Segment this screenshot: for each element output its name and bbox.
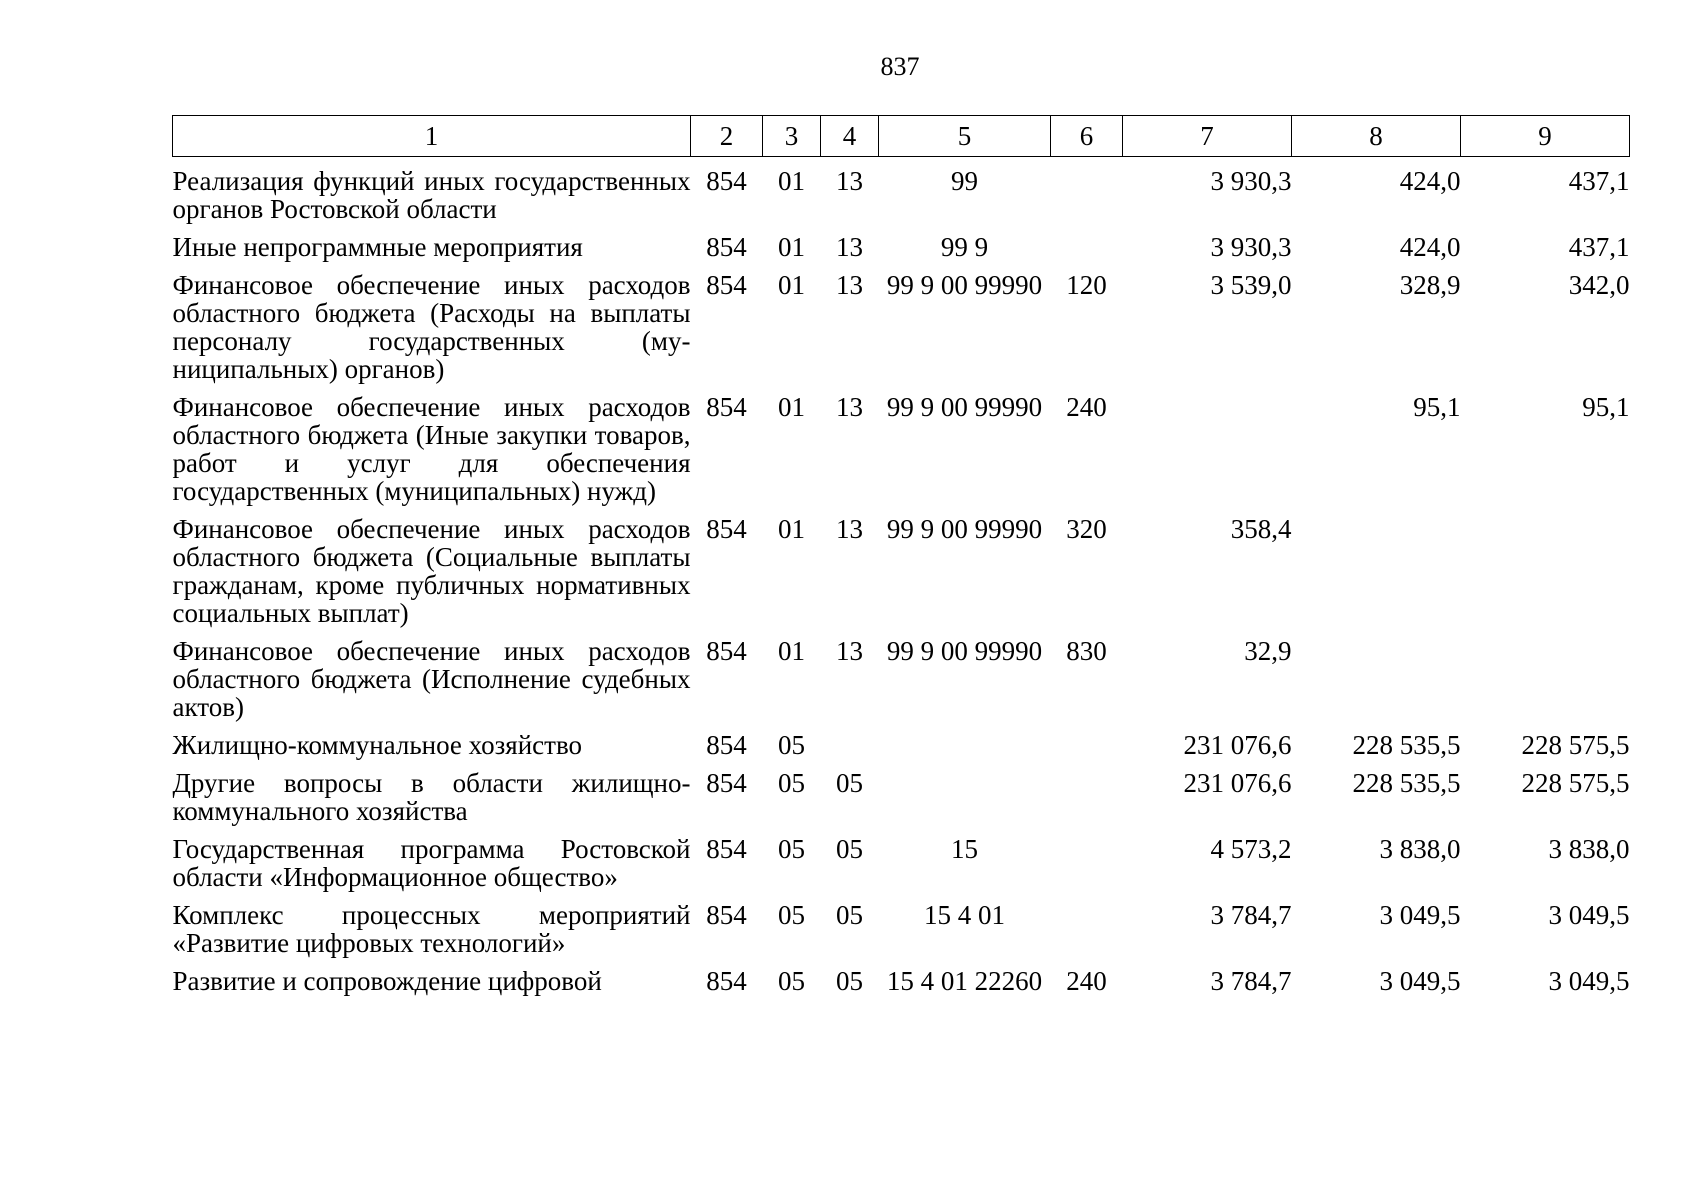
table-row <box>173 891 1630 957</box>
row-name: Иные непрограммные мероприятия <box>172 232 583 262</box>
row-code-target: 15 <box>951 834 978 864</box>
row-amount-3 <box>1461 627 1630 721</box>
column-header: 4 <box>821 116 879 157</box>
row-amount-2: 3 049,5 <box>1379 900 1461 930</box>
budget-table <box>172 115 1630 995</box>
row-code-admin: 854 <box>706 636 747 666</box>
column-header: 9 <box>1461 116 1630 157</box>
table-body <box>173 157 1630 996</box>
row-amount-2: 228 535,5 <box>1352 768 1461 798</box>
row-amount-1: 3 784,7 <box>1210 900 1292 930</box>
row-amount-2: 424,0 <box>1399 166 1461 196</box>
row-code-section: 05 <box>778 900 805 930</box>
row-code-target: 99 9 00 99990 <box>886 636 1043 666</box>
row-code-admin: 854 <box>706 834 747 864</box>
column-header: 5 <box>879 116 1051 157</box>
row-code-admin: 854 <box>706 768 747 798</box>
row-code-target: 99 9 00 99990 <box>886 514 1043 544</box>
column-header: 7 <box>1123 116 1292 157</box>
row-amount-1: 3 930,3 <box>1210 166 1292 196</box>
row-name: Финансовое обеспечение иных расходов областного бюджета (Расходы на выплаты персоналу государственных (муниципальных) органов) <box>172 270 691 384</box>
row-amount-2: 3 049,5 <box>1379 966 1461 996</box>
row-amount-3: 3 838,0 <box>1548 834 1630 864</box>
row-code-section: 05 <box>778 730 805 760</box>
row-code-subsection: 05 <box>836 768 863 798</box>
row-amount-2: 228 535,5 <box>1352 730 1461 760</box>
row-amount-2: 95,1 <box>1413 392 1461 422</box>
row-name: Жилищно-коммунальное хозяйство <box>172 730 583 760</box>
row-code-subsection: 05 <box>836 966 863 996</box>
row-code-expense-type: 240 <box>1066 392 1107 422</box>
table-row <box>173 505 1630 627</box>
row-amount-3: 342,0 <box>1568 270 1630 300</box>
page-number: 837 <box>880 52 920 81</box>
row-code-admin: 854 <box>706 392 747 422</box>
row-code-admin: 854 <box>706 166 747 196</box>
column-header: 2 <box>691 116 763 157</box>
row-amount-3: 437,1 <box>1568 232 1630 262</box>
row-amount-2: 3 838,0 <box>1379 834 1461 864</box>
row-code-expense-type: 240 <box>1066 966 1107 996</box>
row-code-target: 99 9 00 99990 <box>886 270 1043 300</box>
row-code-target <box>879 721 1051 759</box>
row-amount-2: 328,9 <box>1399 270 1461 300</box>
table-row <box>173 721 1630 759</box>
row-code-section: 01 <box>778 166 805 196</box>
row-name: Государственная программа Ростовской области «Информационное общество» <box>172 834 691 892</box>
column-header: 8 <box>1292 116 1461 157</box>
header-row <box>173 116 1630 157</box>
row-code-subsection: 13 <box>836 270 863 300</box>
table-row <box>173 223 1630 261</box>
row-code-expense-type: 120 <box>1066 270 1107 300</box>
row-code-section: 01 <box>778 636 805 666</box>
row-code-target: 99 9 <box>940 232 989 262</box>
row-code-subsection: 13 <box>836 514 863 544</box>
column-header: 1 <box>173 116 691 157</box>
row-amount-1: 358,4 <box>1230 514 1292 544</box>
row-code-subsection: 13 <box>836 166 863 196</box>
row-code-section: 05 <box>778 834 805 864</box>
table-row <box>173 383 1630 505</box>
table-row <box>173 957 1630 995</box>
row-code-expense-type: 320 <box>1066 514 1107 544</box>
row-amount-2 <box>1292 627 1461 721</box>
row-code-admin: 854 <box>706 232 747 262</box>
row-amount-3: 228 575,5 <box>1521 768 1630 798</box>
row-amount-1: 4 573,2 <box>1210 834 1292 864</box>
row-amount-2: 424,0 <box>1399 232 1461 262</box>
row-name: Финансовое обеспечение иных расходов областного бюджета (Иные закупки товаров, работ и услуг для обеспечения государственных (муниципальных) нужд) <box>172 392 691 506</box>
row-amount-1 <box>1123 383 1292 505</box>
row-amount-3: 3 049,5 <box>1548 966 1630 996</box>
row-code-target: 99 <box>951 166 978 196</box>
row-amount-2 <box>1292 505 1461 627</box>
row-code-expense-type <box>1051 223 1123 261</box>
row-amount-1: 231 076,6 <box>1183 768 1292 798</box>
row-code-admin: 854 <box>706 900 747 930</box>
row-code-target <box>879 759 1051 825</box>
row-amount-1: 3 784,7 <box>1210 966 1292 996</box>
row-code-expense-type <box>1051 759 1123 825</box>
row-code-subsection: 05 <box>836 834 863 864</box>
row-code-subsection: 13 <box>836 636 863 666</box>
row-code-target: 15 4 01 22260 <box>886 966 1043 996</box>
row-amount-1: 32,9 <box>1244 636 1292 666</box>
table-row <box>173 157 1630 224</box>
row-name: Финансовое обеспечение иных расходов областного бюджета (Исполнение судебных актов) <box>172 636 691 722</box>
row-code-admin: 854 <box>706 966 747 996</box>
row-code-section: 05 <box>778 768 805 798</box>
row-code-section: 01 <box>778 514 805 544</box>
row-code-target: 99 9 00 99990 <box>886 392 1043 422</box>
row-code-subsection: 13 <box>836 232 863 262</box>
table-row <box>173 261 1630 383</box>
row-amount-3 <box>1461 505 1630 627</box>
row-code-target: 15 4 01 <box>924 900 1005 930</box>
row-amount-3: 95,1 <box>1582 392 1630 422</box>
row-code-admin: 854 <box>706 514 747 544</box>
column-header: 6 <box>1051 116 1123 157</box>
row-name: Финансовое обеспечение иных расходов областного бюджета (Социальные выплаты гражданам, кроме публичных нормативных социальных выплат) <box>172 514 691 628</box>
row-amount-1: 3 539,0 <box>1210 270 1292 300</box>
row-code-expense-type <box>1051 157 1123 224</box>
row-name: Комплекс процессных мероприятий «Развитие цифровых технологий» <box>172 900 691 958</box>
row-code-expense-type <box>1051 825 1123 891</box>
row-code-admin: 854 <box>706 270 747 300</box>
row-amount-1: 231 076,6 <box>1183 730 1292 760</box>
row-name: Другие вопросы в области жилищно-коммунального хозяйства <box>172 768 691 826</box>
row-amount-3: 228 575,5 <box>1521 730 1630 760</box>
row-amount-1: 3 930,3 <box>1210 232 1292 262</box>
row-code-expense-type <box>1051 891 1123 957</box>
row-code-expense-type: 830 <box>1066 636 1107 666</box>
row-code-section: 01 <box>778 392 805 422</box>
row-code-section: 05 <box>778 966 805 996</box>
table-row <box>173 627 1630 721</box>
table-row <box>173 825 1630 891</box>
column-header: 3 <box>763 116 821 157</box>
row-code-expense-type <box>1051 721 1123 759</box>
row-code-subsection: 05 <box>836 900 863 930</box>
row-code-admin: 854 <box>706 730 747 760</box>
row-code-section: 01 <box>778 270 805 300</box>
row-name: Развитие и сопровождение цифровой <box>172 966 602 996</box>
row-amount-3: 3 049,5 <box>1548 900 1630 930</box>
row-amount-3: 437,1 <box>1568 166 1630 196</box>
table-row <box>173 759 1630 825</box>
row-code-section: 01 <box>778 232 805 262</box>
row-name: Реализация функций иных государственных органов Ростовской области <box>172 166 691 224</box>
row-code-subsection <box>821 721 879 759</box>
row-code-subsection: 13 <box>836 392 863 422</box>
